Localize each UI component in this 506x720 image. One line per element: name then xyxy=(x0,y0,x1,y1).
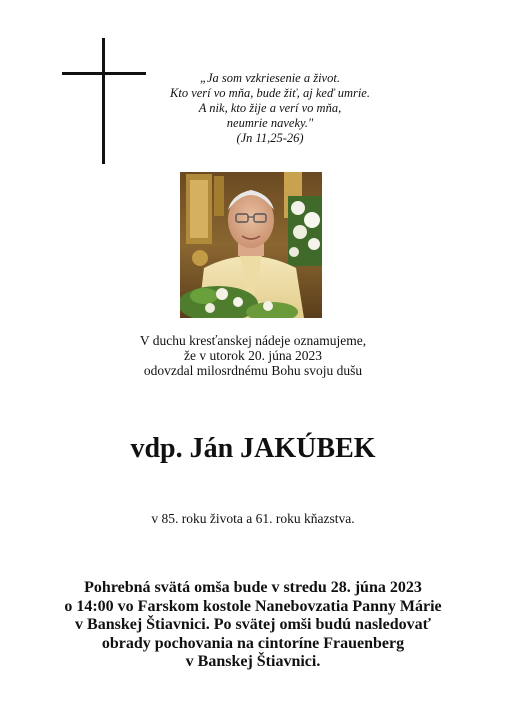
funeral-details xyxy=(20,579,486,672)
age-line: v 85. roku života a 61. roku kňazstva. xyxy=(151,511,355,526)
deceased-name: vdp. Ján JAKÚBEK xyxy=(130,433,376,464)
scripture-quote xyxy=(150,71,390,146)
quote-line: A nik, kto žije a verí vo mňa, xyxy=(198,101,342,115)
funeral-line: Pohrebná svätá omša bude v stredu 28. júna 2023 xyxy=(84,579,422,596)
quote-line: „Ja som vzkriesenie a život. xyxy=(200,71,340,85)
announcement-line: odovzdal milosrdnému Bohu svoju dušu xyxy=(143,363,363,378)
quote-line: neumrie naveky." xyxy=(226,116,314,130)
funeral-line: obrady pochovania na cintoríne Frauenberg xyxy=(101,634,405,652)
cross-vertical-bar xyxy=(102,38,105,164)
cross-horizontal-bar xyxy=(62,72,146,75)
announcement-line: V duchu kresťanskej nádeje oznamujeme, xyxy=(139,333,367,348)
quote-line: Kto verí vo mňa, bude žiť, aj keď umrie. xyxy=(170,86,370,100)
portrait-photo xyxy=(180,172,322,318)
announcement-text xyxy=(100,333,406,378)
funeral-line: v Banskej Štiavnici. xyxy=(185,653,321,670)
funeral-line: v Banskej Štiavnici. Po svätej omši budú nasledovať xyxy=(75,616,431,633)
funeral-line: o 14:00 vo Farskom kostole Nanebovzatia Panny Márie xyxy=(64,597,442,615)
quote-reference: (Jn 11,25-26) xyxy=(236,131,304,145)
announcement-line: že v utorok 20. júna 2023 xyxy=(184,348,322,363)
